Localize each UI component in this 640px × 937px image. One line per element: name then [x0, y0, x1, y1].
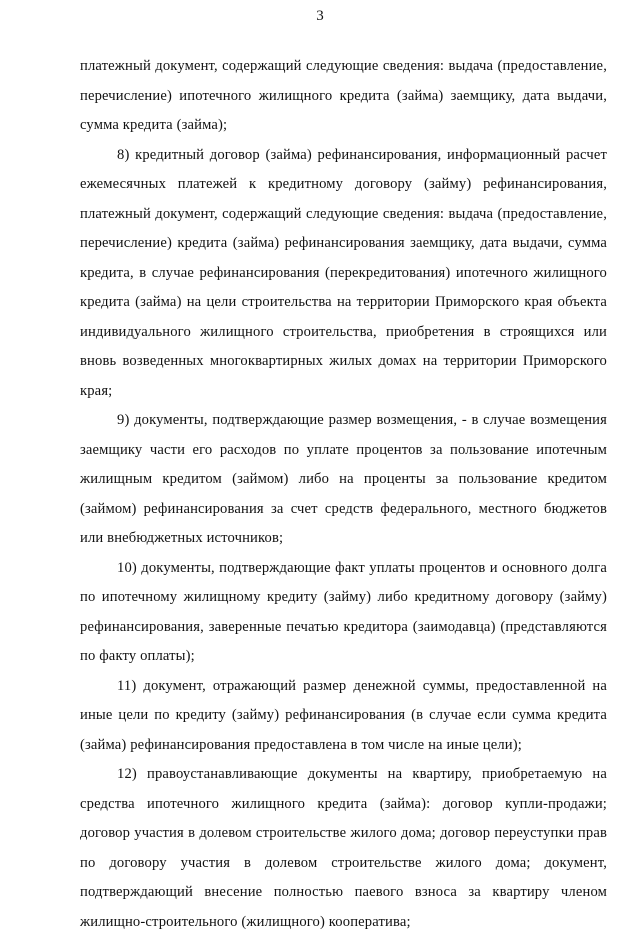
paragraph-item-8: 8) кредитный договор (займа) рефинансирования, информационный расчет ежемесячных платежей к кредитному договору (займу) рефинансирования, платежный документ, содержащий следующие сведения: выдача (предоставление, перечисление) кредита (займа) рефинансирования заемщику, дата выдачи, сумма кредита, в случае рефинансирования (перекредитования) ипотечного жилищного кредита (займа) на цели строительства на территории Приморского края объекта индивидуального жилищного строительства, приобретения в строящихся или вновь возведенных многоквартирных жилых домах на территории Приморского края;: [80, 146, 607, 399]
paragraph-item-10: 10) документы, подтверждающие факт уплаты процентов и основного долга по ипотечному жилищному кредиту (займу) либо кредитному договору (займу) рефинансирования, заверенные печатью кредитора (заимодавца) (представляются по факту оплаты);: [80, 559, 607, 664]
paragraph-item-11: 11) документ, отражающий размер денежной суммы, предоставленной на иные цели по кредиту (займу) рефинансирования (в случае если сумма кредита (займа) рефинансирования предоставлена в том числе на иные цели);: [80, 677, 607, 753]
paragraph-continuation: платежный документ, содержащий следующие сведения: выдача (предоставление, перечисление) ипотечного жилищного кредита (займа) заемщику, дата выдачи, сумма кредита (займа);: [80, 58, 607, 133]
page-number: 3: [316, 8, 324, 24]
paragraph-item-9: 9) документы, подтверждающие размер возмещения, - в случае возмещения заемщику части его расходов по уплате процентов за пользование ипотечным жилищным кредитом (займом) либо на проценты за пользование кредитом (займом) рефинансирования за счет средств федерального, местного бюджетов или внебюджетных источников;: [80, 412, 607, 546]
document-body: [80, 52, 607, 937]
paragraph-item-12: 12) правоустанавливающие документы на квартиру, приобретаемую на средства ипотечного жилищного кредита (займа): договор купли-продажи; договор участия в долевом строительстве жилого дома; договор переуступки прав по договору участия в долевом строительстве жилого дома; документ, подтверждающий внесение полностью паевого взноса за квартиру членом жилищно-строительного (жилищного) кооператива;: [80, 766, 607, 930]
